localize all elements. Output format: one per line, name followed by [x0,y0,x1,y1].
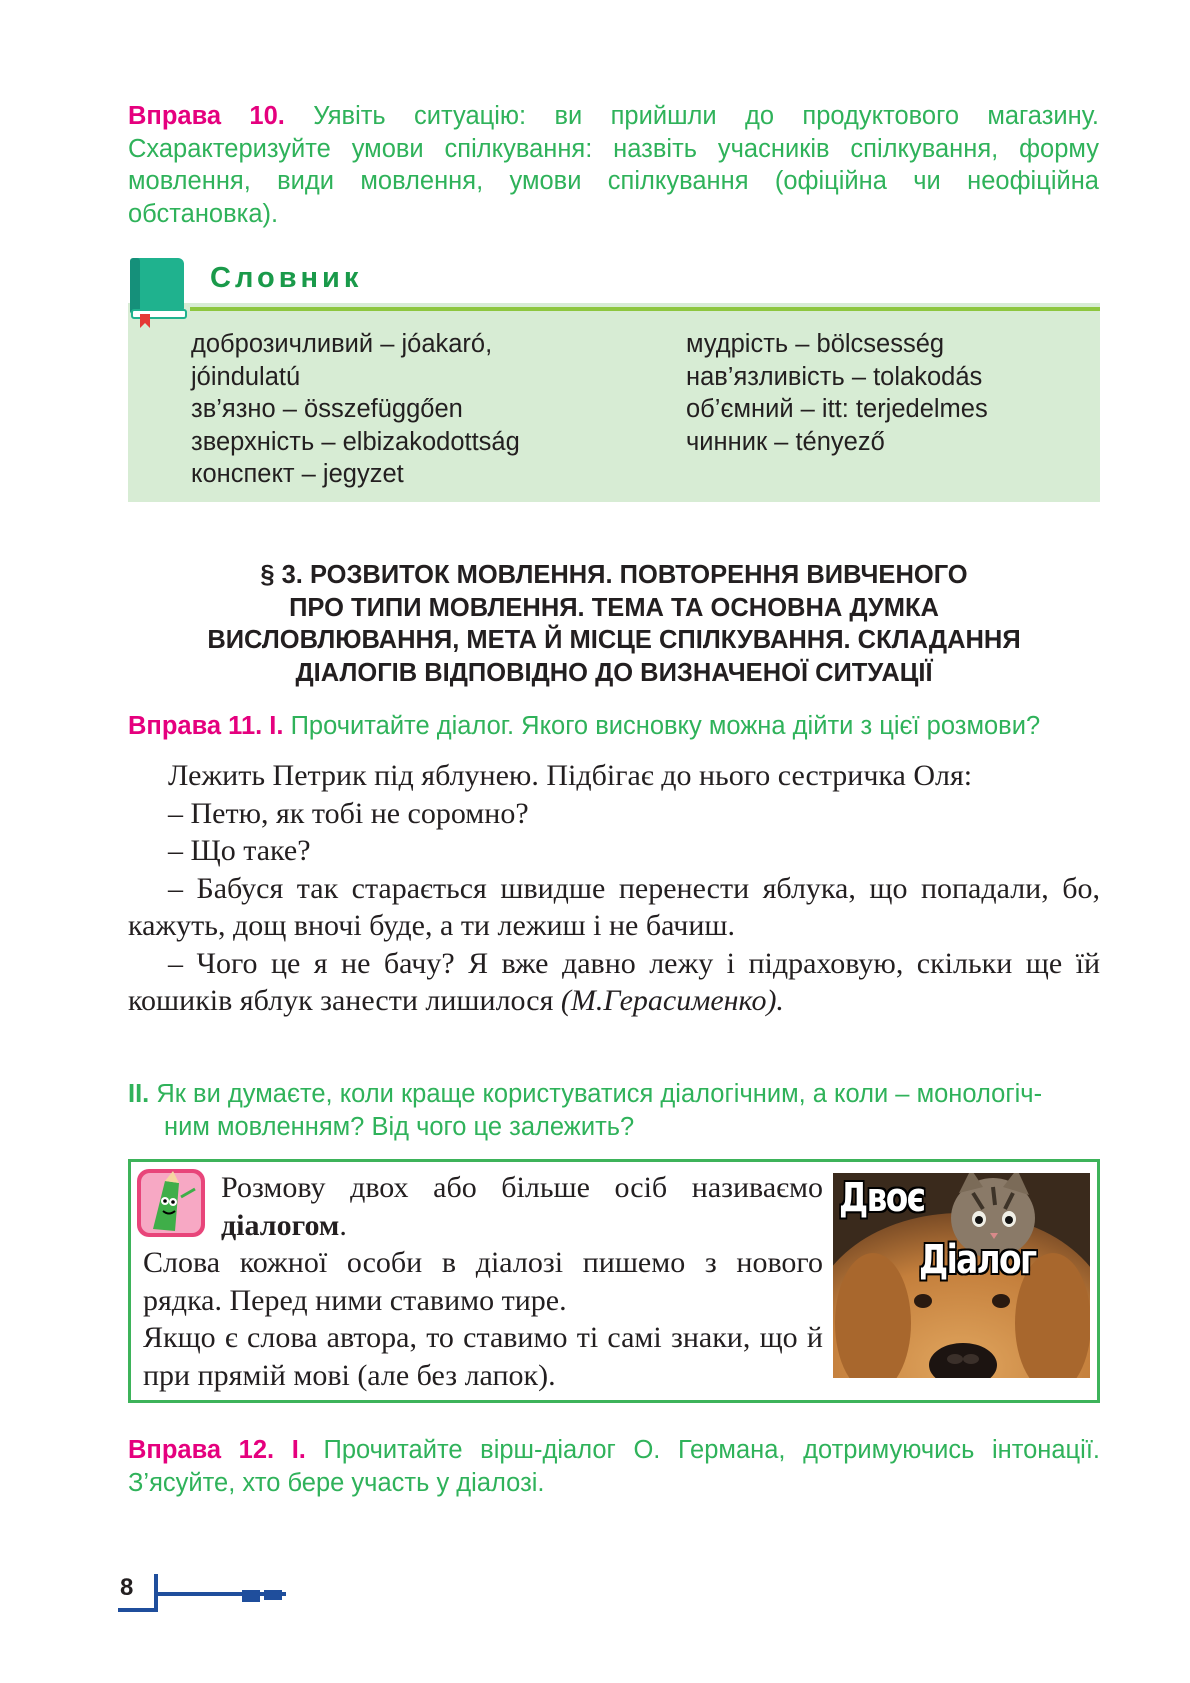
exercise-11-part-2-line-1: Як ви думаєте, коли краще користуватися діалогічним, а коли – монологіч- [156,1080,1043,1108]
exercise-12-text: Прочитайте вірш-діалог О. Германа, дотримуючись інтонації. З’ясуйте, хто бере участь у діалозі. [128,1436,1100,1497]
exercise-12 [128,1434,1100,1500]
vocabulary-title: Словник [210,262,363,294]
exercise-11-part-2 [128,1078,1100,1144]
vocabulary-left-column [191,328,631,491]
meme-caption-top: Двоє [839,1175,925,1221]
exercise-11-part-2-line-2: ним мовленням? Від чого це залежить? [164,1113,635,1141]
rule-text [143,1169,823,1394]
dialogue-text [128,757,1100,1020]
dialogue-line: – Що таке? [168,834,311,867]
dialogue-line: – Бабуся так старається швидше перенести яблука, що попадали, бо, кажуть, дощ вночі буде, а ти лежиш і не бачиш. [128,871,1100,942]
exercise-11-part-2-number: ІІ. [128,1080,150,1108]
rule-paragraph-1 [143,1169,823,1244]
page-number: 8 [120,1574,134,1601]
section-heading [128,559,1100,689]
rule-paragraph-2: Слова кожної особи в діалозі пишемо з нового рядка. Перед ними ставимо тире. [143,1246,823,1317]
dialogue-line: – Чого це я не бачу? Я вже давно лежу і підраховую, скільки ще їй кошиків яблук занести лишилося [128,946,1100,1017]
exercise-11 [128,710,1100,742]
vocabulary-entry: конспект – jegyzet [191,460,404,488]
exercise-11-heading: Вправа 11. І. [128,712,284,740]
exercise-10-text: Уявіть ситуацію: ви прийшли до продуктового магазину. Схарактеризуйте умови спілкування: назвіть учасників спілкування, форму мовлення, види мовлення, умови спілкування (офіційна чи неофіційна обстановка). [128,102,1099,228]
vocabulary-entry: jóindulatú [191,362,301,391]
dialogue-author: (М.Герасименко). [560,984,784,1017]
book-icon [126,256,190,332]
section-heading-line: ВИСЛОВЛЮВАННЯ, МЕТА Й МІСЦЕ СПІЛКУВАННЯ. СКЛАДАННЯ [207,626,1021,654]
exercise-11-text: Прочитайте діалог. Якого висновку можна дійти з цієї розмови? [290,712,1041,740]
section-heading-line: ПРО ТИПИ МОВЛЕННЯ. ТЕМА ТА ОСНОВНА ДУМКА [289,593,939,622]
vocabulary-entry: доброзичливий – jóakaró, [191,330,493,358]
vocabulary-divider [190,307,1100,311]
vocabulary-right-column [686,328,1086,458]
vocabulary-entry: чинник – tényező [686,427,885,456]
vocabulary-entry: об’ємний – itt: terjedelmes [686,395,988,423]
vocabulary-entry: зверхність – elbizakodottság [191,427,520,456]
meme-caption-bottom: Діалог [919,1237,1036,1283]
dialogue-line: – Петю, як тобі не соромно? [168,796,529,830]
rule-text-part: . [339,1208,347,1242]
exercise-10 [128,100,1099,230]
rule-term: діалогом [221,1208,340,1242]
rule-paragraph-3: Якщо є слова автора, то ставимо ті самі знаки, що й при прямій мові (але без лапок). [143,1321,823,1392]
vocabulary-entry: зв’язно – összefüggően [191,395,463,423]
vocabulary-entry: нав’язливість – tolakodás [686,362,983,391]
meme-image [833,1173,1090,1378]
rule-text-part: Розмову двох або більше осіб називаємо [221,1171,823,1204]
dialogue-intro: Лежить Петрик під яблунею. Підбігає до нього сестричка Оля: [168,759,973,792]
vocabulary-entry: мудрість – bölcsesség [686,330,945,358]
exercise-10-heading: Вправа 10. [128,102,285,130]
section-heading-line: ДІАЛОГІВ ВІДПОВІДНО ДО ВИЗНАЧЕНОЇ СИТУАЦІЇ [295,658,933,687]
exercise-12-heading: Вправа 12. І. [128,1436,306,1464]
section-heading-line: § 3. РОЗВИТОК МОВЛЕННЯ. ПОВТОРЕННЯ ВИВЧЕНОГО [260,561,968,589]
page-number-decoration [118,1564,288,1614]
dialogue-line-last [128,945,1100,1020]
